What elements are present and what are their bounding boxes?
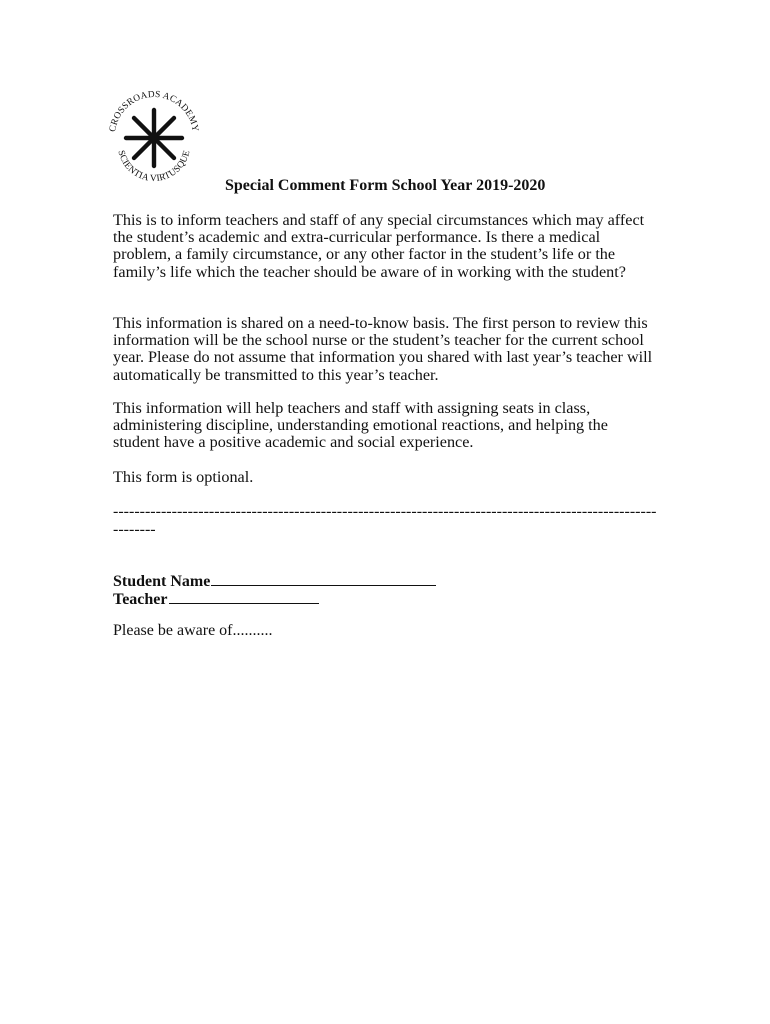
- purpose-paragraph: This information will help teachers and staff with assigning seats in class, administering discipline, understanding emotional reactions, and helping the student have a positive academic and social experience.: [113, 399, 608, 452]
- seal-graphic: [106, 90, 202, 186]
- form-title: Special Comment Form School Year 2019-2020: [225, 177, 546, 194]
- seal-bottom-text: SCIENTIA VIRTUSQUE: [115, 149, 193, 185]
- teacher-line[interactable]: [169, 589, 319, 604]
- dashed-separator: --------------------------------------------------------------------------------------------------------------: [113, 503, 657, 538]
- teacher-label: Teacher: [113, 591, 168, 608]
- teacher-field: [113, 589, 319, 609]
- seal-top-text: CROSSROADS ACADEMY: [108, 90, 200, 133]
- seal-center-mark: [150, 134, 158, 142]
- please-be-aware-prompt: Please be aware of..........: [113, 622, 273, 639]
- student-name-line[interactable]: [211, 571, 436, 586]
- optional-note: This form is optional.: [113, 468, 254, 486]
- student-name-label: Student Name: [113, 573, 211, 590]
- intro-paragraph: This is to inform teachers and staff of any special circumstances which may affect the student’s academic and extra-curricular performance. Is there a medical problem, a family circumstance, or any other factor in the student’s life or the family’s life which the teacher should be aware of in working with the student?: [113, 211, 645, 281]
- crossroads-academy-seal: [106, 90, 202, 186]
- privacy-paragraph: This information is shared on a need-to-know basis. The first person to review this information will be the school nurse or the student’s teacher for the current school year. Please do not assume that information you shared with last year’s teacher will automatically be transmitted to this year’s teacher.: [113, 314, 653, 384]
- student-name-field: [113, 571, 436, 591]
